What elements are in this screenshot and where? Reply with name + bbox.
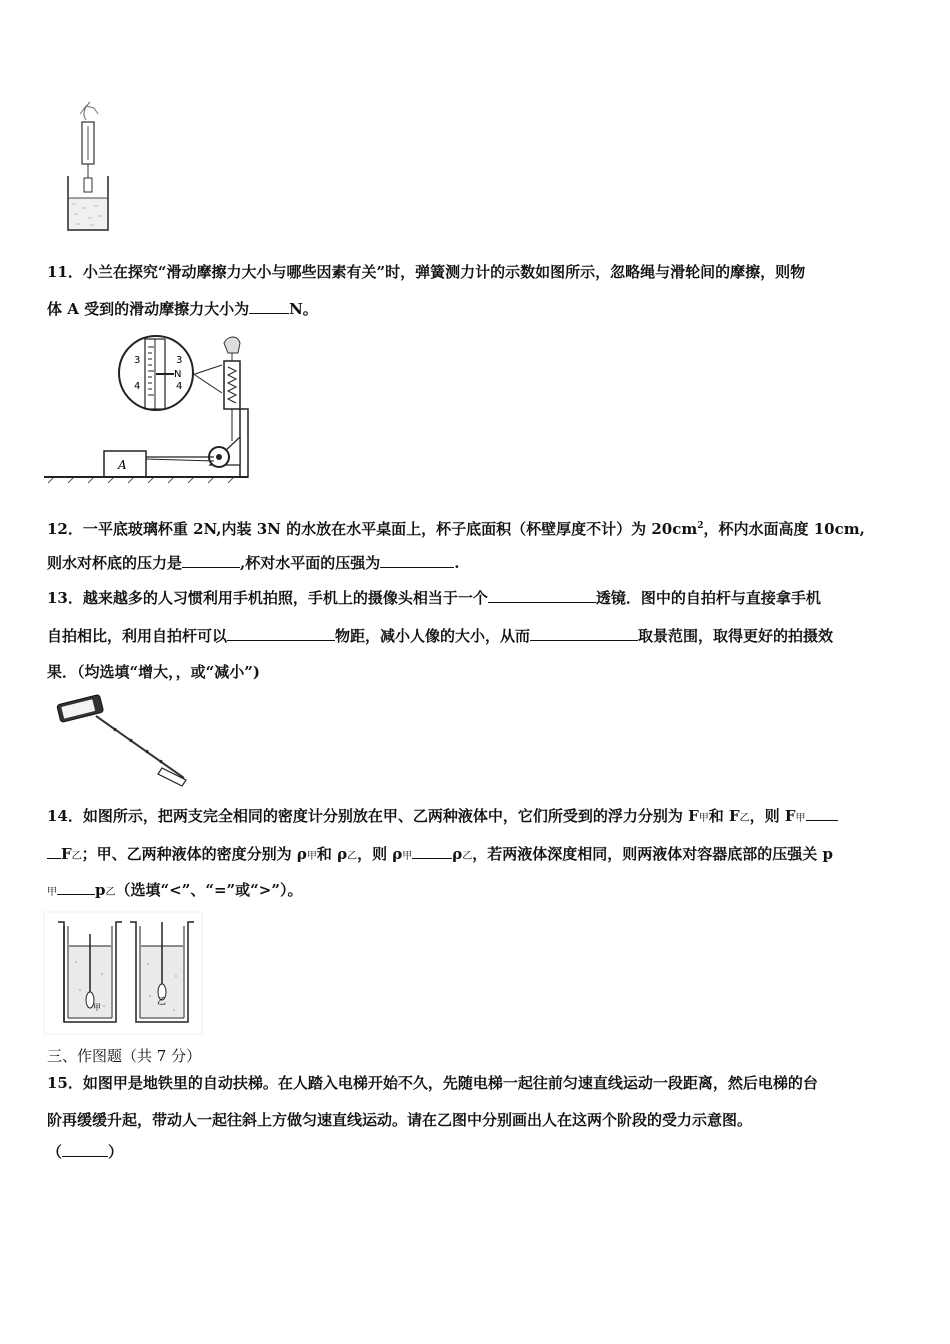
q14-sub-jia-4: 甲 — [402, 851, 413, 862]
q14-text-k: （选填“<”、“=”或“>”）。 — [115, 881, 303, 899]
q14-text-j: p — [95, 881, 106, 899]
q12-text-c: 则水对杯底的压力是 — [47, 554, 183, 572]
q14-sub-yi-2: 乙 — [71, 851, 82, 862]
q15-line2: 阶再缓缓升起，带动人一起往斜上方做匀速直线运动。请在乙图中分别画出人在这两个阶段的受力示意图。 — [47, 1111, 753, 1129]
q14-sub-yi-5: 乙 — [105, 887, 116, 898]
container-label-jia: 甲 — [93, 1003, 101, 1012]
q11-text-a: 体 A 受到的滑动摩擦力大小为 — [47, 300, 250, 318]
figure-hydrometers — [44, 912, 204, 1036]
q11-line1: 11．小兰在探究“滑动摩擦力大小与哪些因素有关”时，弹簧测力计的示数如图所示，忽略绳与滑轮间的摩擦，则物 — [47, 263, 806, 281]
figure-friction-setup — [44, 333, 254, 483]
scale-label-4-left: 4 — [134, 381, 141, 392]
q13-text-d: 物距，减小人像的大小，从而 — [335, 627, 531, 645]
q13-text-c: 自拍相比，利用自拍杆可以 — [47, 627, 228, 645]
q12-line2 — [47, 553, 459, 573]
q15-paren-open: （ — [47, 1143, 63, 1161]
q13-line1 — [47, 588, 821, 608]
q14-line2 — [47, 844, 833, 867]
q14-text-a: 14．如图所示，把两支完全相同的密度计分别放在甲、乙两种液体中，它们所受到的浮力分别为 F — [47, 807, 699, 825]
scale-unit-label: N — [174, 369, 182, 380]
q13-range-blank[interactable] — [530, 626, 638, 641]
q14-text-c: ，则 F — [749, 807, 796, 825]
q12-force-blank[interactable] — [182, 553, 240, 568]
q14-sub-jia-2: 甲 — [795, 813, 806, 824]
figure-spring-scale-beaker — [60, 100, 120, 235]
q15-answer-blank[interactable] — [62, 1142, 108, 1157]
q13-line3: 果．（均选填“增大，，或“减小”) — [47, 663, 260, 681]
q14-line3 — [47, 880, 302, 903]
q14-text-b: 和 F — [708, 807, 740, 825]
q13-text-a: 13．越来越多的人习惯利用手机拍照，手机上的摄像头相当于一个 — [47, 589, 488, 607]
q14-sub-yi-4: 乙 — [462, 851, 473, 862]
q13-line2 — [47, 626, 833, 646]
section-3-heading: 三、作图题（共 7 分） — [47, 1047, 202, 1065]
q14-sub-jia-3: 甲 — [306, 851, 317, 862]
scale-label-3-left: 3 — [134, 355, 141, 366]
q14-density-blank[interactable] — [412, 844, 452, 859]
q14-pressure-blank[interactable] — [57, 880, 95, 895]
q11-answer-blank[interactable] — [249, 299, 289, 314]
q14-text-d: F — [61, 845, 72, 863]
q14-sub-yi-3: 乙 — [347, 851, 358, 862]
q12-superscript: 2 — [697, 521, 704, 531]
q12-line1 — [47, 516, 865, 539]
q14-text-i: ，若两液体深度相同，则两液体对容器底部的压强关 p — [472, 845, 833, 863]
scale-label-4-right: 4 — [176, 381, 183, 392]
q14-text-f: 和 ρ — [316, 845, 348, 863]
q12-text-e: . — [454, 554, 460, 572]
q12-text-d: ,杯对水平面的压强为 — [240, 554, 381, 572]
q13-lens-blank[interactable] — [488, 588, 596, 603]
q13-distance-blank[interactable] — [227, 626, 335, 641]
scale-label-3-right: 3 — [176, 355, 183, 366]
q15-line1: 15．如图甲是地铁里的自动扶梯。在人踏入电梯开始不久，先随电梯一起往前匀速直线运动一段距离，然后电梯的台 — [47, 1074, 818, 1092]
q14-buoyancy-blank-b[interactable] — [47, 844, 61, 859]
q15-answer-line — [47, 1142, 123, 1162]
q14-sub-jia-1: 甲 — [698, 813, 709, 824]
q11-line2 — [47, 299, 318, 319]
q14-sub-yi-1: 乙 — [739, 813, 750, 824]
q14-sub-jia-5: 甲 — [47, 887, 57, 898]
q13-text-e: 取景范围，取得更好的拍摄效 — [638, 627, 834, 645]
figure-selfie-stick — [52, 694, 192, 794]
q12-text-b: ，杯内水面高度 10cm, — [703, 520, 865, 538]
q14-buoyancy-blank-a[interactable] — [806, 806, 838, 821]
q14-text-g: ，则 ρ — [357, 845, 403, 863]
q14-text-h: ρ — [452, 845, 463, 863]
q12-text-a: 12．一平底玻璃杯重 2N,内装 3N 的水放在水平桌面上，杯子底面积（杯壁厚度不计）为 20cm — [47, 520, 698, 538]
container-label-yi: 乙 — [157, 997, 167, 1007]
q11-text-b: N。 — [289, 300, 318, 318]
q13-text-b: 透镜．图中的自拍杆与直接拿手机 — [595, 589, 821, 607]
q15-paren-close: ） — [108, 1143, 124, 1161]
q14-text-e: ；甲、乙两种液体的密度分别为 ρ — [81, 845, 307, 863]
q14-line1 — [47, 806, 838, 829]
q12-pressure-blank[interactable] — [380, 553, 454, 568]
block-a-label: A — [118, 458, 127, 472]
